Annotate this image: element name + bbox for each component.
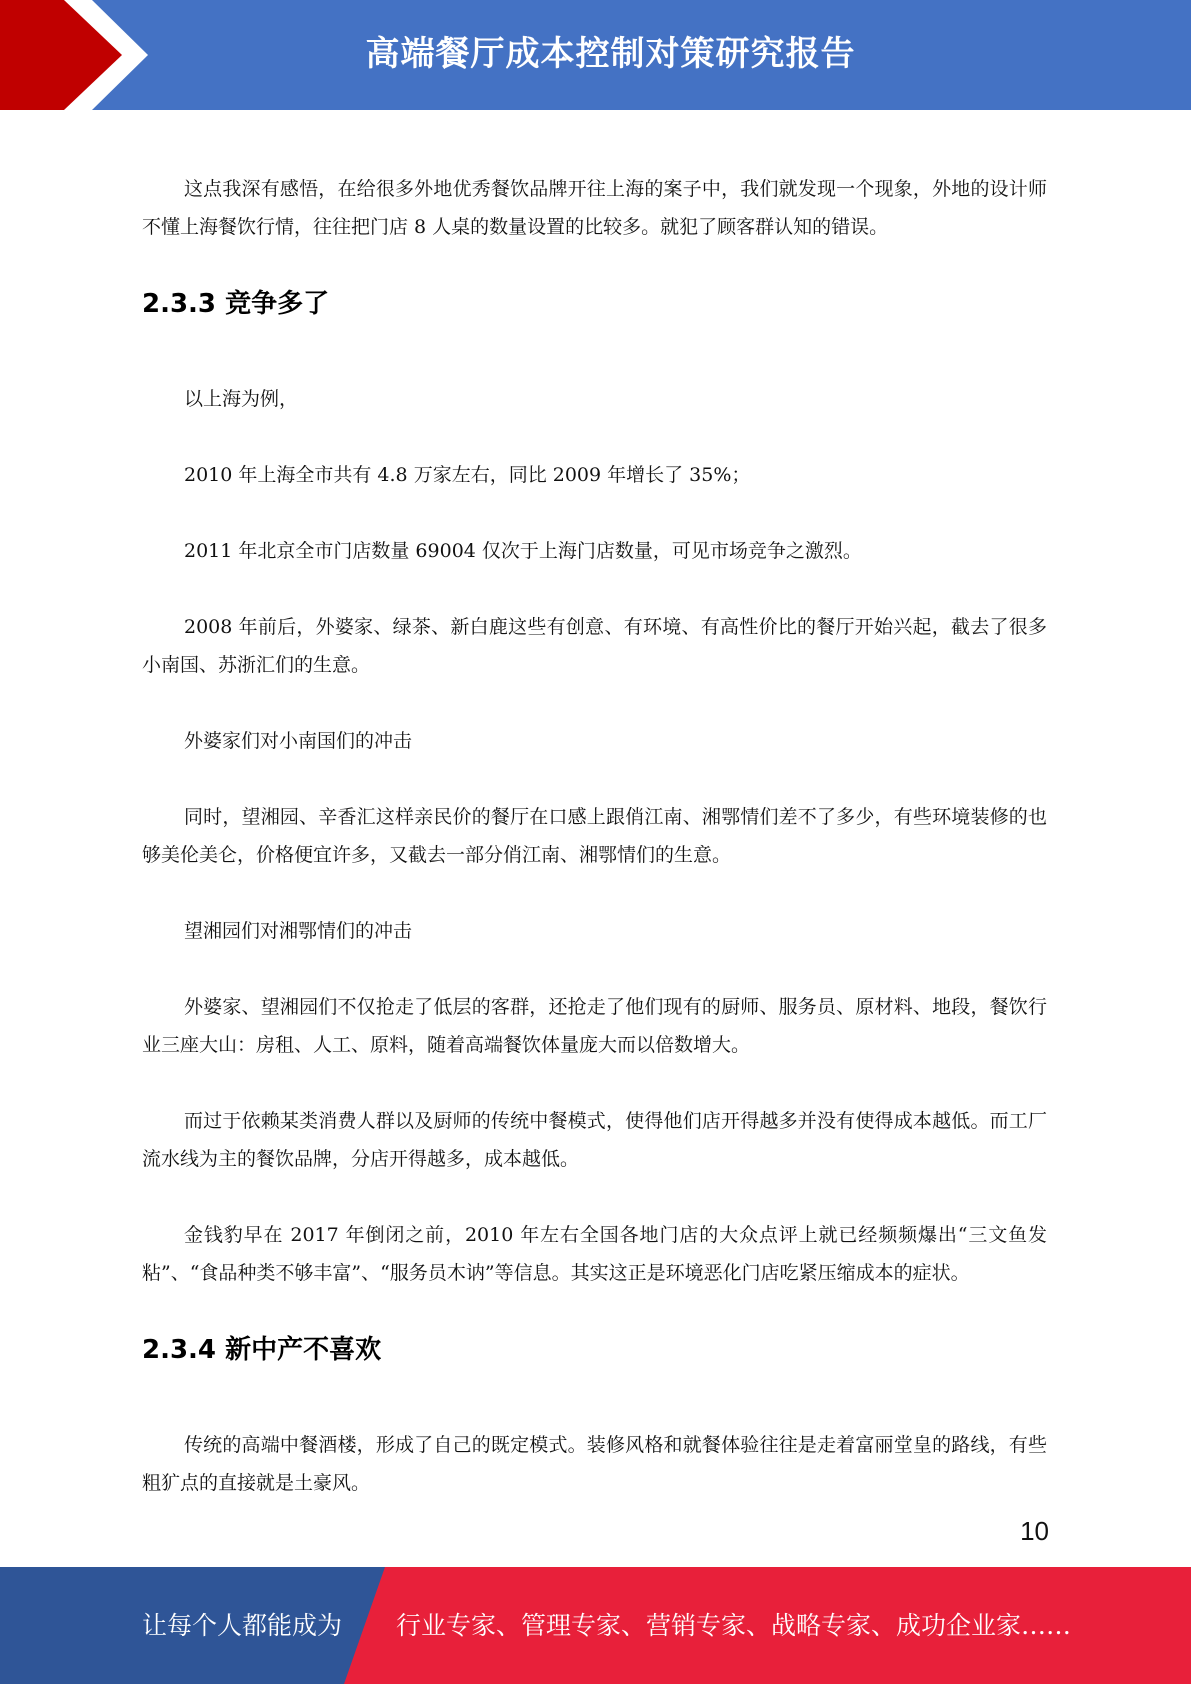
paragraph: 外婆家、望湘园们不仅抢走了低层的客群，还抢走了他们现有的厨师、服务员、原材料、地段，餐饮行业三座大山：房租、人工、原料，随着高端餐饮体量庞大而以倍数增大。: [142, 996, 1047, 1056]
page-header: [0, 0, 1191, 110]
section-heading: 2.3.3 竞争多了: [142, 289, 330, 319]
paragraph: 同时，望湘园、辛香汇这样亲民价的餐厅在口感上跟俏江南、湘鄂情们差不了多少，有些环境装修的也够美伦美仑，价格便宜许多，又截去一部分俏江南、湘鄂情们的生意。: [142, 806, 1047, 866]
paragraph: 而过于依赖某类消费人群以及厨师的传统中餐模式，使得他们店开得越多并没有使得成本越低。而工厂流水线为主的餐饮品牌，分店开得越多，成本越低。: [142, 1110, 1047, 1170]
paragraph: 以上海为例，: [184, 388, 299, 410]
footer-slogan-left: 让每个人都能成为: [142, 1611, 343, 1640]
paragraph: 2010 年上海全市共有 4.8 万家左右，同比 2009 年增长了 35%；: [184, 464, 751, 486]
paragraph: 金钱豹早在 2017 年倒闭之前，2010 年左右全国各地门店的大众点评上就已经频频爆出“三文鱼发粘”、“食品种类不够丰富”、“服务员木讷”等信息。其实这正是环境恶化门店吃紧压缩成本的症状。: [142, 1224, 1047, 1284]
header-red-chevron: [0, 0, 150, 110]
paragraph: 望湘园们对湘鄂情们的冲击: [184, 920, 413, 942]
paragraph: 外婆家们对小南国们的冲击: [184, 730, 413, 752]
paragraph: 这点我深有感悟，在给很多外地优秀餐饮品牌开往上海的案子中，我们就发现一个现象，外地的设计师不懂上海餐饮行情，往往把门店 8 人桌的数量设置的比较多。就犯了顾客群认知的错误。: [142, 178, 1047, 238]
paragraph: 传统的高端中餐酒楼，形成了自己的既定模式。装修风格和就餐体验往往是走着富丽堂皇的路线，有些粗犷点的直接就是土豪风。: [142, 1434, 1047, 1494]
page-content: [142, 170, 1047, 1502]
report-title: 高端餐厅成本控制对策研究报告: [365, 34, 856, 74]
section-heading: 2.3.4 新中产不喜欢: [142, 1335, 382, 1365]
page-number: 10: [1020, 1516, 1049, 1546]
page-footer: [0, 1567, 1191, 1684]
paragraph: 2008 年前后，外婆家、绿茶、新白鹿这些有创意、有环境、有高性价比的餐厅开始兴起，截去了很多小南国、苏浙汇们的生意。: [142, 616, 1047, 676]
paragraph: 2011 年北京全市门店数量 69004 仅次于上海门店数量，可见市场竞争之激烈。: [184, 540, 862, 562]
footer-slogan-right: 行业专家、管理专家、营销专家、战略专家、成功企业家……: [396, 1611, 1072, 1640]
